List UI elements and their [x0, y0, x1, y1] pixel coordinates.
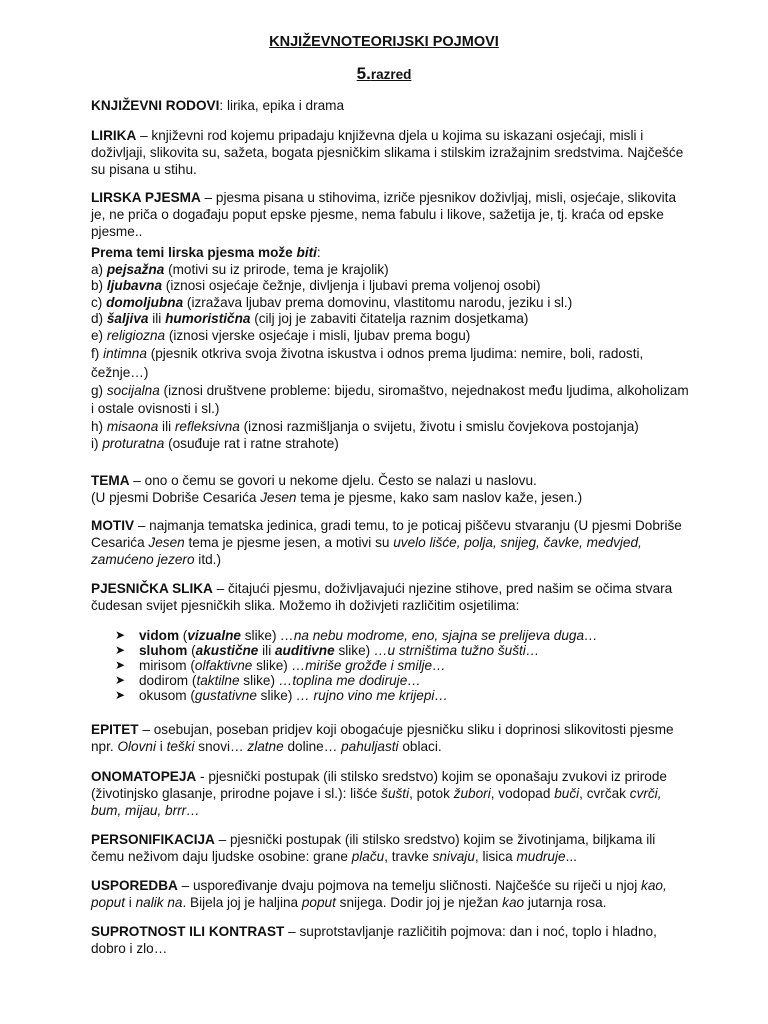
sense-name: mirisom — [139, 658, 187, 673]
section-tema — [91, 472, 691, 506]
definition-text: (U pjesmi Dobriše Cesarića — [91, 490, 261, 505]
term-label: ONOMATOPEJA — [91, 769, 197, 784]
term-label: LIRSKA PJESMA — [91, 190, 201, 205]
document-title: KNJIŽEVNOTEORIJSKI POJMOVI — [269, 34, 499, 50]
poem-title: Jesen — [148, 535, 185, 550]
arrow-bullet-icon: ➤ — [115, 688, 126, 702]
paren-close: slike) — [240, 628, 277, 643]
section-personifikacija — [91, 831, 691, 865]
section-lirska-pjesma — [91, 189, 691, 240]
section-onomatopeja — [91, 768, 691, 819]
section-motiv — [91, 517, 691, 568]
item-term: ljubavna — [106, 278, 163, 293]
intro-text-italic: biti — [296, 245, 317, 260]
item-connector: ili — [148, 311, 166, 326]
example-word: mudruje — [516, 849, 566, 864]
arrow-bullet-icon: ➤ — [115, 673, 126, 687]
definition-text: snijega. Dodir joj je nježan — [335, 895, 503, 910]
item-term: proturatna — [102, 436, 165, 451]
definition-text: – suprotstavljanje različitih pojmova: dan i noć, toplo i hladno, dobro i zlo… — [91, 924, 657, 956]
example-word: zlatne — [247, 739, 284, 754]
grade-word: razred — [370, 67, 412, 82]
list-item — [91, 328, 691, 345]
image-kind: gustativne — [194, 688, 257, 703]
item-term: šaljiva — [106, 311, 149, 326]
item-prefix: i) — [91, 436, 103, 451]
section-pjesnicka-slika — [91, 580, 691, 614]
example-word: Olovni — [117, 739, 156, 754]
term-label: LIRIKA — [91, 128, 137, 143]
item-text: (iznosi razmišljanja o svijetu, životu i smislu čovjekova postojanja) — [239, 419, 639, 434]
lyric-poem-types-list — [91, 245, 691, 453]
item-term: humoristična — [165, 311, 251, 326]
example-word: žubori — [453, 786, 491, 801]
list-item — [91, 311, 691, 328]
definition-text: tema je pjesme jesen, a motivi su — [184, 535, 394, 550]
definition-text: , lisica — [474, 849, 517, 864]
example-verse: … rujno vino me krijepi… — [292, 688, 449, 703]
intro-colon: : — [316, 245, 321, 260]
item-term: domoljubna — [106, 294, 184, 310]
paren-close: slike) — [252, 658, 288, 673]
definition-text: , potok — [409, 786, 454, 801]
example-word: plaču — [351, 849, 385, 864]
paren-open: ( — [186, 658, 195, 673]
paren-close: slike) — [256, 688, 293, 703]
item-prefix: e) — [91, 327, 107, 343]
arrow-bullet-icon: ➤ — [115, 628, 126, 642]
example-verse: …toplina me dodiruje… — [275, 673, 421, 688]
paren-close: slike) — [334, 643, 371, 658]
section-lirika — [91, 127, 691, 178]
definition-text: oblaci. — [398, 739, 442, 754]
item-text: (iznosi vjerske osjećaje i misli, ljubav prema bogu) — [165, 327, 471, 343]
section-suprotnost — [91, 923, 691, 957]
paren-open: ( — [188, 673, 197, 688]
paren-open: ( — [179, 628, 188, 643]
list-item — [115, 658, 675, 673]
definition-text: jutarnja rosa. — [524, 895, 607, 910]
definition-text: – osebujan, poseban pridjev koji obogaćuje pjesničku sliku i doprinosi slikovitosti pjesme npr. — [91, 722, 674, 754]
item-term: socijalna — [106, 383, 160, 398]
definition-text: , cvrčak — [579, 786, 630, 801]
definition-text: – čitajući pjesmu, doživljavajući njezine stihove, pred našim se očima stvara čudesan svijet pjesničkih slika. Možemo ih doživjeti različitim osjetilima: — [91, 581, 673, 613]
example-word: snivaju — [432, 849, 475, 864]
definition-text: - pjesnički postupak (ili stilsko sredstvo) kojim se oponašaju zvukovi iz prirode (životinjsko glasanje, prirodne pojave i sl.): lišće — [91, 769, 667, 801]
grade-number: 5. — [356, 64, 371, 83]
item-term: intimna — [103, 346, 147, 361]
paren-open: ( — [187, 643, 196, 658]
item-prefix: b) — [91, 278, 107, 293]
term-label: PJESNIČKA SLIKA — [91, 581, 213, 596]
list-item — [91, 344, 691, 382]
definition-text: i — [155, 739, 167, 754]
item-prefix: g) — [91, 383, 107, 398]
image-kind: akustične — [195, 643, 259, 658]
definition-text: – najmanja tematska jedinica, gradi temu, to je poticaj piščevu stvaranju (U pjesmi Dobriše Cesarića — [91, 518, 682, 550]
item-text: (motivi su iz prirode, tema je krajolik) — [164, 261, 389, 277]
image-kind: olfaktivne — [194, 658, 253, 673]
sense-name: okusom — [139, 688, 187, 703]
definition-text: – pjesma pisana u stihovima, izriče pjesnikov doživljaj, misli, osjećaje, slikovita je, ne priča o događaju poput epske pjesme, nema fabulu i likove, sažetija je, tj. kraća od epske pjesme.. — [91, 190, 676, 239]
sense-name: dodirom — [139, 673, 189, 688]
section-usporedba — [91, 877, 691, 911]
item-term: misaona — [106, 419, 159, 434]
arrow-bullet-icon: ➤ — [115, 643, 126, 657]
section-epitet — [91, 721, 691, 755]
poem-title: Jesen — [260, 490, 297, 505]
example-word: šušti — [381, 786, 410, 801]
paren-open: ( — [186, 688, 195, 703]
item-prefix: f) — [91, 346, 104, 361]
definition-text: – pjesnički postupak (ili stilsko sredstvo) kojim se životinjama, biljkama ili čemu neživom daju ljudske osobine: grane — [91, 832, 656, 864]
example-verse: …miriše grožđe i smilje… — [287, 658, 446, 673]
example-word: kao, poput — [91, 878, 667, 910]
definition-text: tema je pjesme, kako sam naslov kaže, jesen.) — [296, 490, 583, 505]
example-word: pahuljasti — [341, 739, 399, 754]
list-item — [91, 382, 691, 418]
term-label: EPITET — [91, 722, 139, 737]
term-label: PERSONIFIKACIJA — [91, 832, 215, 847]
senses-list — [115, 628, 675, 703]
sense-name: sluhom — [139, 643, 188, 658]
definition-text: . Bijela joj je haljina — [182, 895, 302, 910]
item-term: religiozna — [106, 327, 166, 343]
item-text: (iznosi osjećaje čežnje, divljenja i ljubavi prema voljenoj osobi) — [162, 278, 541, 293]
item-text: (osuđuje rat i ratne strahote) — [164, 436, 339, 451]
sense-name: vidom — [139, 628, 180, 643]
example-word: buči — [554, 786, 580, 801]
example-word: nalik na — [135, 895, 183, 910]
definition-text: – uspoređivanje dvaju pojmova na temelju sličnosti. Najčešće su riječi u njoj — [177, 878, 642, 893]
item-prefix: a) — [91, 261, 107, 277]
item-term: pejsažna — [106, 261, 165, 277]
list-item — [115, 688, 675, 703]
item-connector: ili — [158, 419, 175, 434]
definition-text: snovi… — [194, 739, 248, 754]
term-label: TEMA — [91, 473, 130, 488]
definition-text: ... — [565, 849, 577, 864]
term-label: MOTIV — [91, 518, 135, 533]
list-item — [91, 418, 691, 436]
item-text: (pjesnik otkriva svoja životna iskustva i odnos prema ljudima: nemire, boli, radosti, čežnje…) — [91, 346, 644, 380]
item-term: refleksivna — [174, 419, 240, 434]
section-knjizevni-rodovi — [91, 97, 691, 114]
example-word: kao — [502, 895, 525, 910]
example-verse: …na nebu modrome, eno, sjajna se prelijeva duga… — [276, 628, 598, 643]
image-kind: auditivne — [275, 643, 335, 658]
item-text: (cilj joj je zabaviti čitatelja raznim dosjetkama) — [250, 311, 529, 326]
item-connector: ili — [258, 643, 275, 658]
definition-text: doline… — [283, 739, 342, 754]
example-word: teški — [166, 739, 195, 754]
definition-text: – ono o čemu se govori u nekome djelu. Često se nalazi u naslovu. — [129, 473, 537, 488]
item-prefix: h) — [91, 419, 107, 434]
paren-close: slike) — [239, 673, 276, 688]
item-text: (iznosi društvene probleme: bijedu, siromaštvo, nejednakost među ljudima, alkoholizam i ostale ovisnosti i sl.) — [91, 383, 689, 416]
item-prefix: d) — [91, 311, 107, 326]
term-label: SUPROTNOST ILI KONTRAST — [91, 924, 285, 939]
definition-text: i — [125, 895, 136, 910]
list-item — [115, 628, 675, 643]
example-word: cvrči, bum, mijau, brrr… — [91, 786, 662, 818]
item-prefix: c) — [91, 294, 107, 310]
term-label: KNJIŽEVNI RODOVI — [91, 98, 220, 113]
definition-text: itd.) — [194, 552, 221, 567]
list-item — [91, 278, 691, 295]
arrow-bullet-icon: ➤ — [115, 658, 126, 672]
intro-text: Prema temi lirska pjesma može — [91, 245, 297, 260]
list-intro — [91, 245, 691, 262]
list-item — [115, 643, 675, 658]
example-verse: …u strništima tužno šušti… — [370, 643, 540, 658]
grade-heading — [0, 64, 768, 84]
example-word: poput — [301, 895, 336, 910]
definition-text: , travke — [384, 849, 433, 864]
term-label: USPOREDBA — [91, 878, 178, 893]
list-item — [91, 262, 691, 279]
list-item — [91, 295, 691, 312]
definition-text: – književni rod kojemu pripadaju književna djela u kojima su iskazani osjećaji, misli i doživljaji, slikovita su, sažeta, bogata pjesničkim slikama i stilskim izražajnim sredstvima. Najčešće su pisana u stihu. — [91, 128, 684, 177]
list-item — [115, 673, 675, 688]
list-item — [91, 436, 691, 453]
definition-text: , vodopad — [490, 786, 555, 801]
image-kind: taktilne — [196, 673, 240, 688]
image-kind: vizualne — [187, 628, 241, 643]
item-text: (izražava ljubav prema domovinu, vlastitomu narodu, jeziku i sl.) — [183, 294, 573, 310]
definition-text: : lirika, epika i drama — [219, 98, 345, 113]
motif-examples: uvelo lišće, polja, snijeg, čavke, medvjed, zamućeno jezero — [91, 535, 642, 567]
